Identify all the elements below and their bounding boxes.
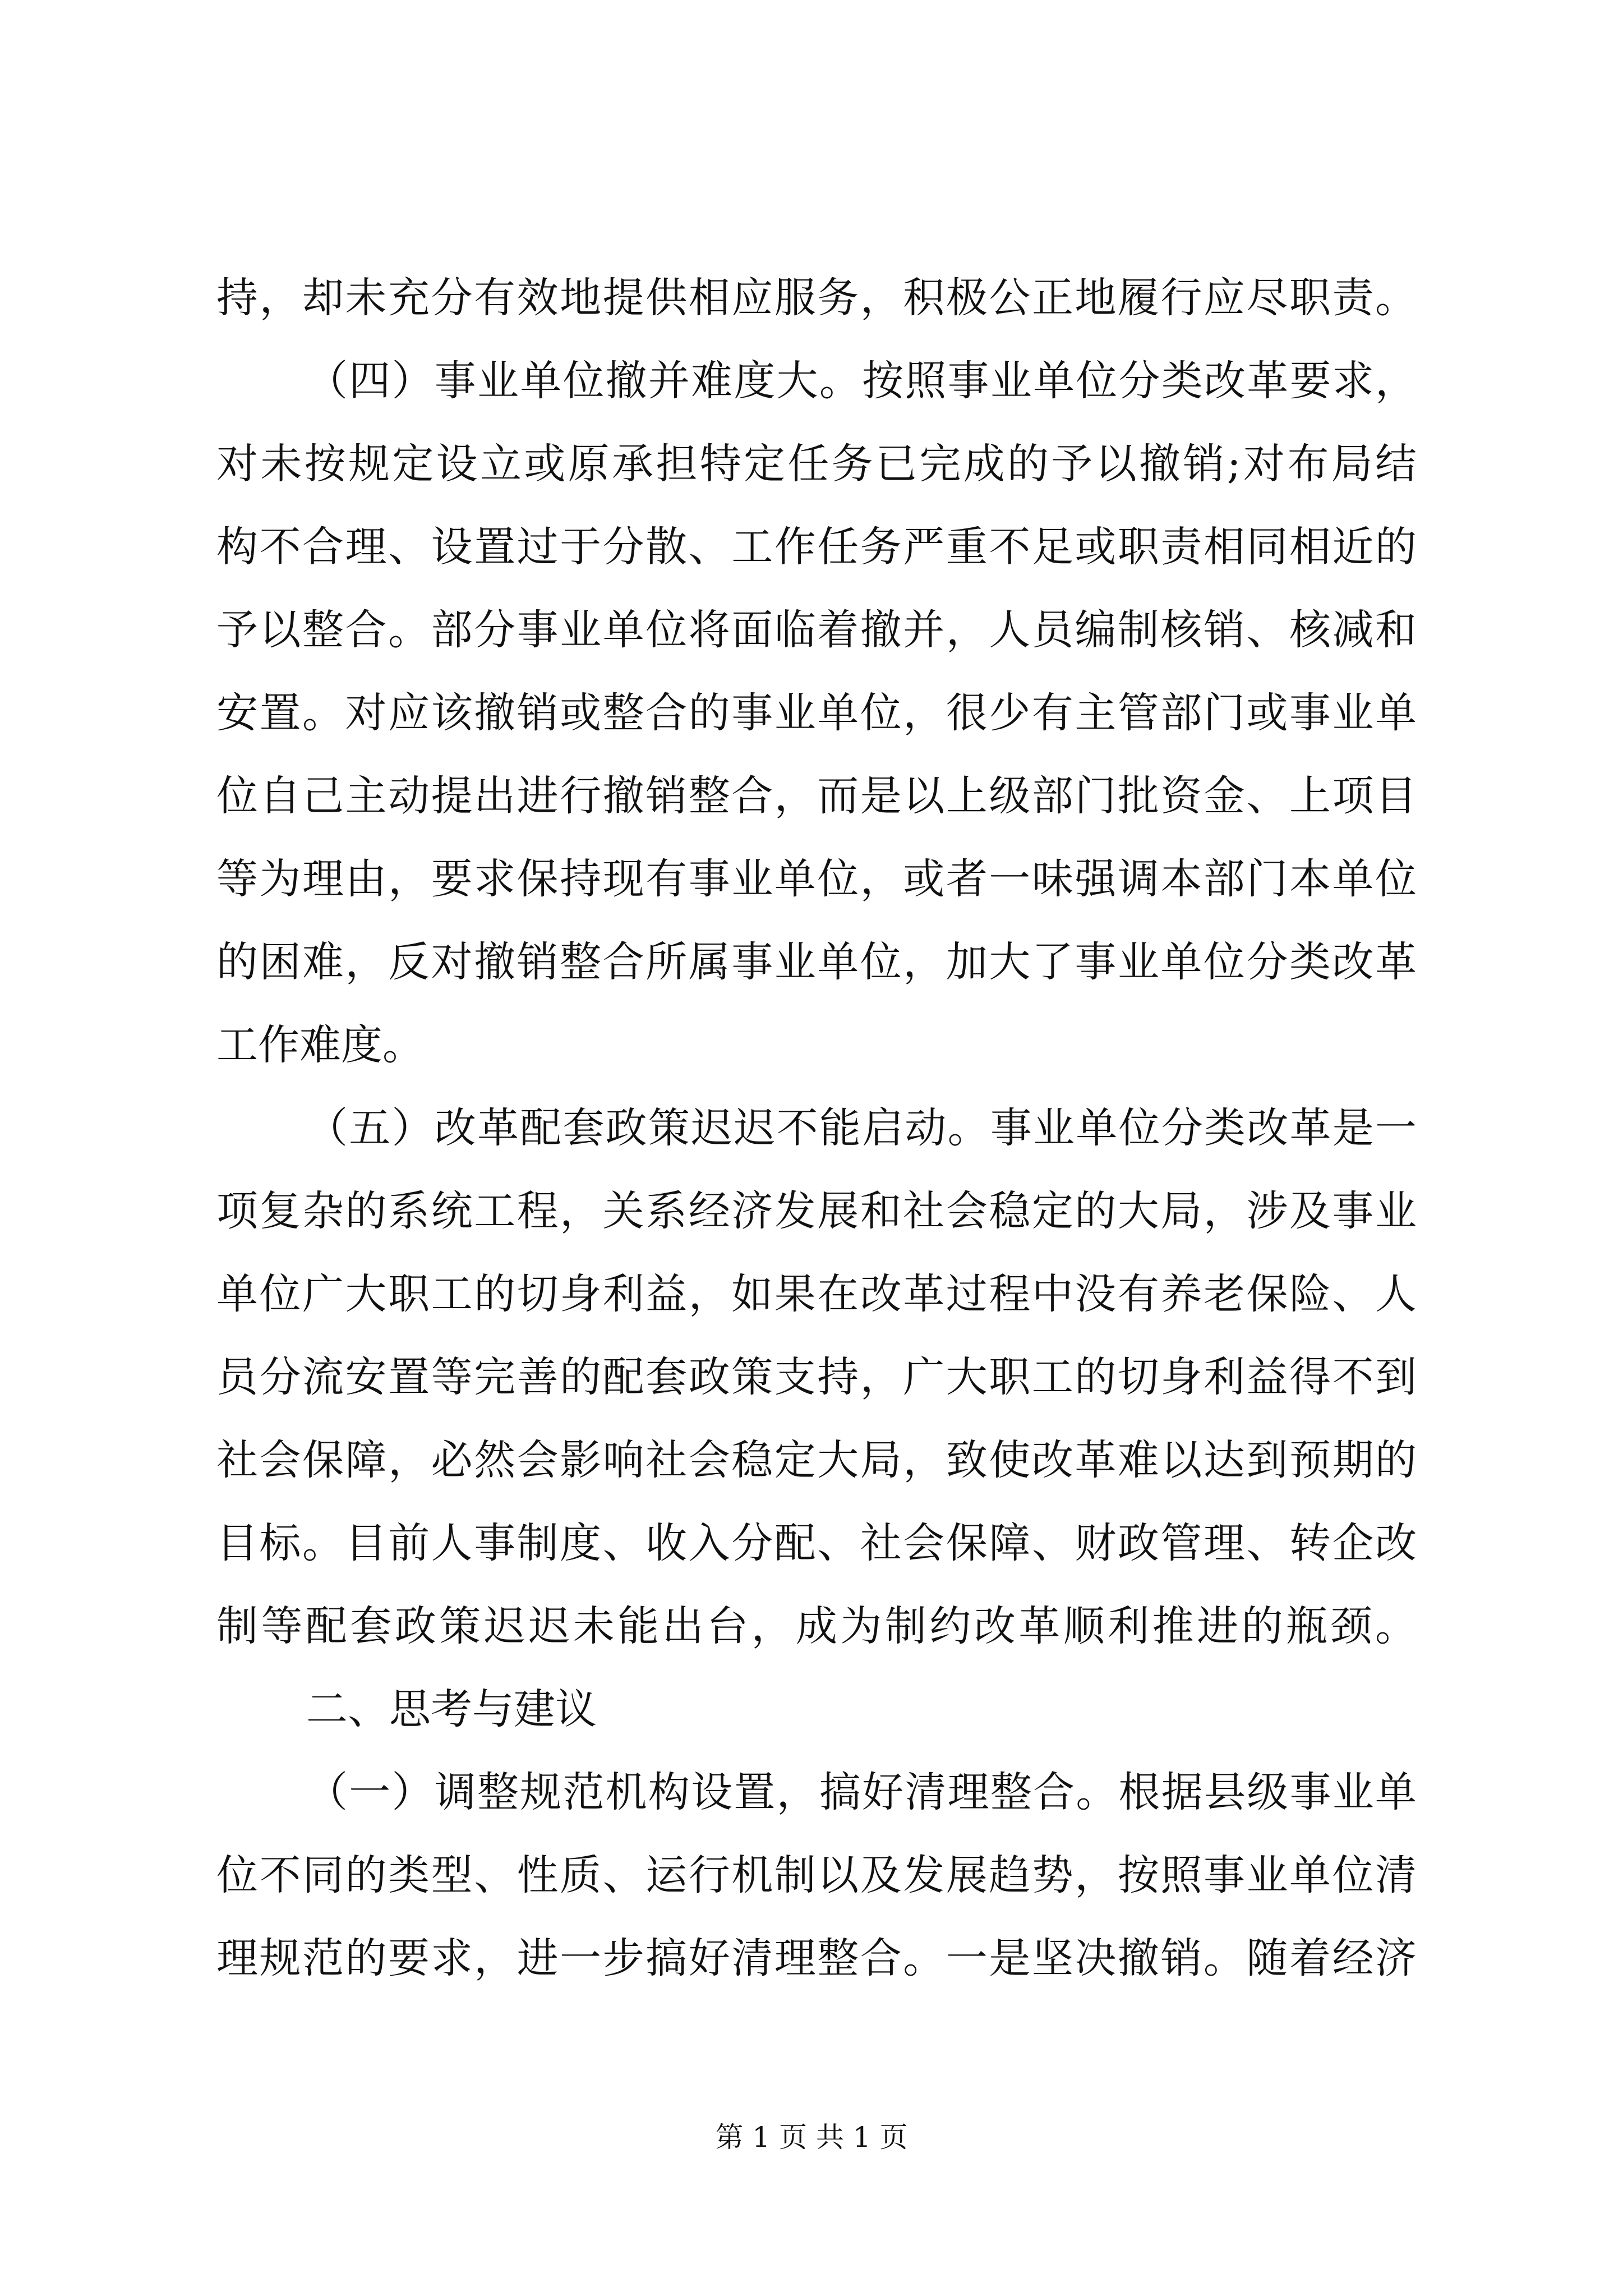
text-line-1: 持，却未充分有效地提供相应服务，积极公正地履行应尽职责。: [216, 274, 1417, 322]
paragraph-4-heading-line: （四）事业单位撤并难度大。按照事业单位分类改革要求，: [306, 357, 1417, 405]
text-line-12: 项复杂的系统工程，关系经济发展和社会稳定的大局，涉及事业: [216, 1187, 1417, 1235]
text-line-21: 理规范的要求，进一步搞好清理整合。一是坚决撤销。随着经济: [216, 1934, 1417, 1982]
text-line-16: 目标。目前人事制度、收入分配、社会保障、财政管理、转企改: [216, 1519, 1417, 1567]
document-body: [216, 256, 1417, 2000]
text-line-8: 等为理由，要求保持现有事业单位，或者一味强调本部门本单位: [216, 855, 1417, 903]
text-line-13: 单位广大职工的切身利益，如果在改革过程中没有养老保险、人: [216, 1270, 1417, 1318]
text-line-3: 对未按规定设立或原承担特定任务已完成的予以撤销;对布局结: [216, 440, 1417, 488]
page-number-footer: 第 1 页 共 1 页: [715, 2121, 908, 2154]
text-line-7: 位自己主动提出进行撤销整合，而是以上级部门批资金、上项目: [216, 772, 1417, 820]
text-line-6: 安置。对应该撤销或整合的事业单位，很少有主管部门或事业单: [216, 689, 1417, 737]
text-line-4: 构不合理、设置过于分散、工作任务严重不足或职责相同相近的: [216, 523, 1417, 571]
text-line-9: 的困难，反对撤销整合所属事业单位，加大了事业单位分类改革: [216, 938, 1417, 986]
text-line-10: 工作难度。: [216, 1021, 424, 1069]
text-line-5: 予以整合。部分事业单位将面临着撤并，人员编制核销、核减和: [216, 606, 1417, 654]
text-line-17: 制等配套政策迟迟未能出台，成为制约改革顺利推进的瓶颈。: [216, 1602, 1417, 1650]
paragraph-5-heading-line: （五）改革配套政策迟迟不能启动。事业单位分类改革是一: [306, 1104, 1417, 1152]
text-line-20: 位不同的类型、性质、运行机制以及发展趋势，按照事业单位清: [216, 1851, 1417, 1899]
text-line-15: 社会保障，必然会影响社会稳定大局，致使改革难以达到预期的: [216, 1436, 1417, 1484]
subsection-1-heading-line: （一）调整规范机构设置，搞好清理整合。根据县级事业单: [306, 1768, 1417, 1816]
text-line-14: 员分流安置等完善的配套政策支持，广大职工的切身利益得不到: [216, 1353, 1417, 1401]
section-heading-2: 二、思考与建议: [306, 1685, 597, 1733]
